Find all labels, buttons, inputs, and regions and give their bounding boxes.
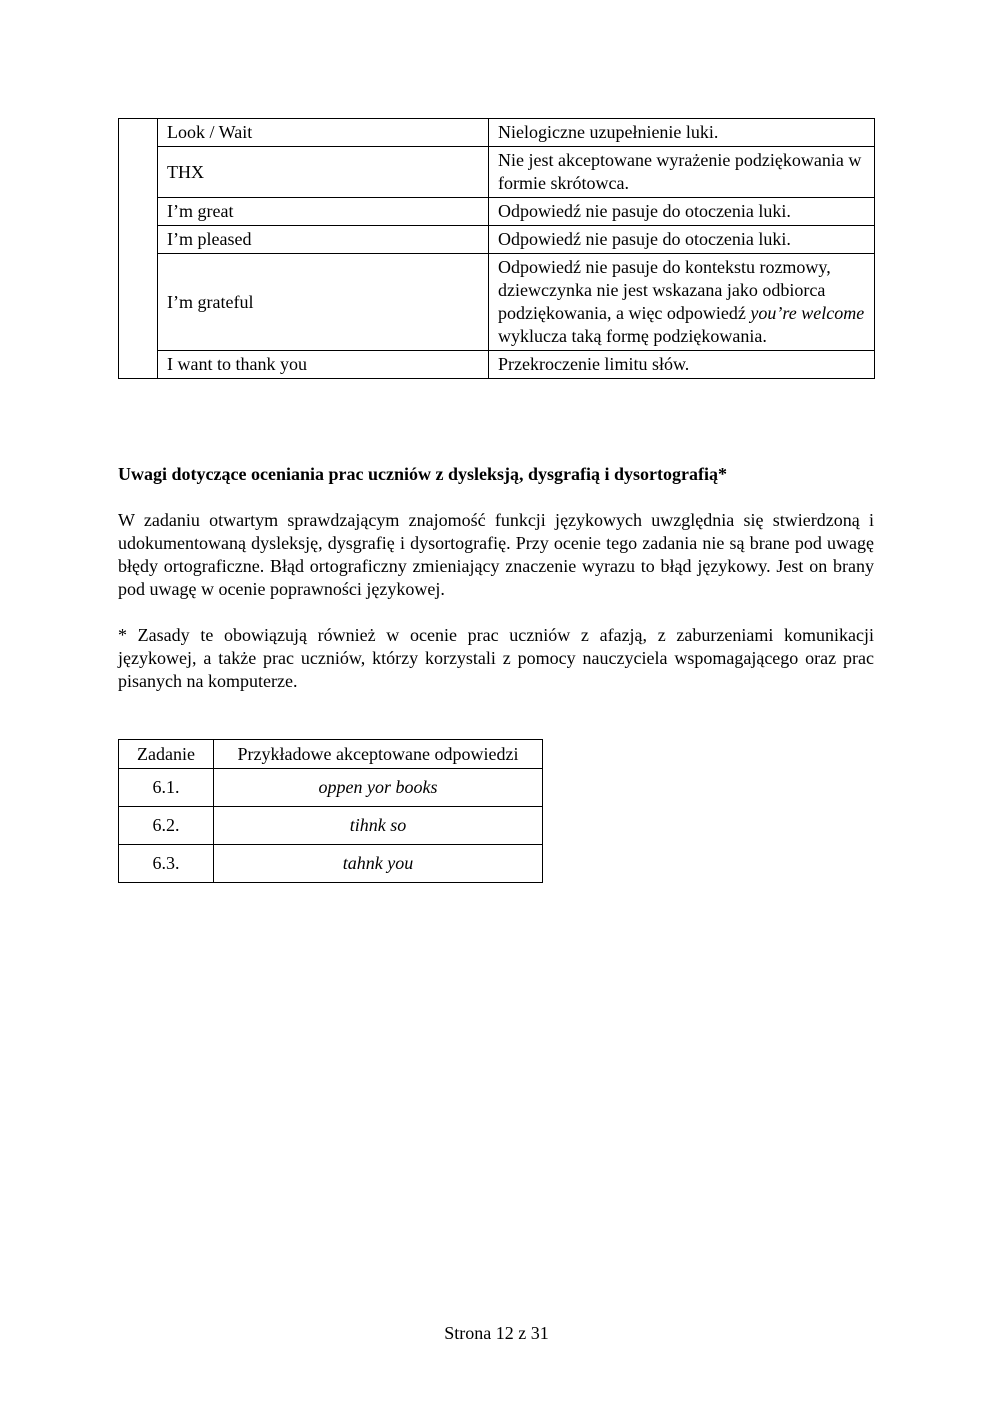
comment-cell: Przekroczenie limitu słów.: [489, 351, 875, 379]
table-row: [119, 807, 543, 845]
paragraph: W zadaniu otwartym sprawdzającym znajomość funkcji językowych uwzględnia się stwierdzoną i udokumentowaną dysleksję, dysgrafię i dysortografię. Przy ocenie tego zadania nie są brane pod uwagę błędy ortograficzne. Błąd ortograficzny zmieniający znaczenie wyrazu to błąd językowy. Jest on brany pod uwagę w ocenie poprawności językowej.: [118, 510, 874, 599]
comment-cell: Odpowiedź nie pasuje do otoczenia luki.: [489, 226, 875, 254]
table-row: [119, 254, 875, 351]
accepted-answer-cell: oppen yor books: [214, 769, 543, 807]
task-cell: 6.2.: [119, 807, 214, 845]
comment-text: wyklucza taką formę podziękowania.: [498, 326, 767, 346]
table-row: [119, 198, 875, 226]
accepted-answer-cell: tihnk so: [214, 807, 543, 845]
comment-italic-text: you’re welcome: [750, 303, 865, 323]
comment-text: Odpowiedź nie pasuje do kontekstu rozmowy, dziewczynka nie jest wskazana jako odbiorca podziękowania, a więc odpowiedź: [498, 257, 831, 323]
answer-cell: I want to thank you: [158, 351, 489, 379]
table-row: [119, 147, 875, 198]
comment-cell: Nielogiczne uzupełnienie luki.: [489, 119, 875, 147]
task-cell: 6.3.: [119, 845, 214, 883]
column-header-task: Zadanie: [119, 740, 214, 769]
incorrect-answers-table: [118, 118, 875, 379]
table-header-row: [119, 740, 543, 769]
answer-cell: I’m grateful: [158, 254, 489, 351]
table-row: [119, 351, 875, 379]
task-cell: 6.1.: [119, 769, 214, 807]
answer-cell: I’m great: [158, 198, 489, 226]
answer-cell: I’m pleased: [158, 226, 489, 254]
blank-column-cell: [119, 119, 158, 379]
answer-cell: Look / Wait: [158, 119, 489, 147]
accepted-answer-cell: tahnk you: [214, 845, 543, 883]
table-row: [119, 769, 543, 807]
comment-cell: Odpowiedź nie pasuje do otoczenia luki.: [489, 198, 875, 226]
section-heading: Uwagi dotyczące oceniania prac uczniów z dysleksją, dysgrafią i dysortografią*: [118, 464, 727, 484]
accepted-answers-table: [118, 739, 543, 883]
table-row: [119, 226, 875, 254]
table-row: [119, 845, 543, 883]
footnote-paragraph: * Zasady te obowiązują również w ocenie prac uczniów z afazją, z zaburzeniami komunikacji językowej, a także prac uczniów, którzy korzystali z pomocy nauczyciela wspomagającego oraz prac pisanych na komputerze.: [118, 625, 874, 691]
column-header-answers: Przykładowe akceptowane odpowiedzi: [214, 740, 543, 769]
comment-cell: Nie jest akceptowane wyrażenie podziękowania w formie skrótowca.: [489, 147, 875, 198]
page-number: Strona 12 z 31: [444, 1323, 549, 1343]
answer-cell: THX: [158, 147, 489, 198]
comment-cell: [489, 254, 875, 351]
table-row: [119, 119, 875, 147]
